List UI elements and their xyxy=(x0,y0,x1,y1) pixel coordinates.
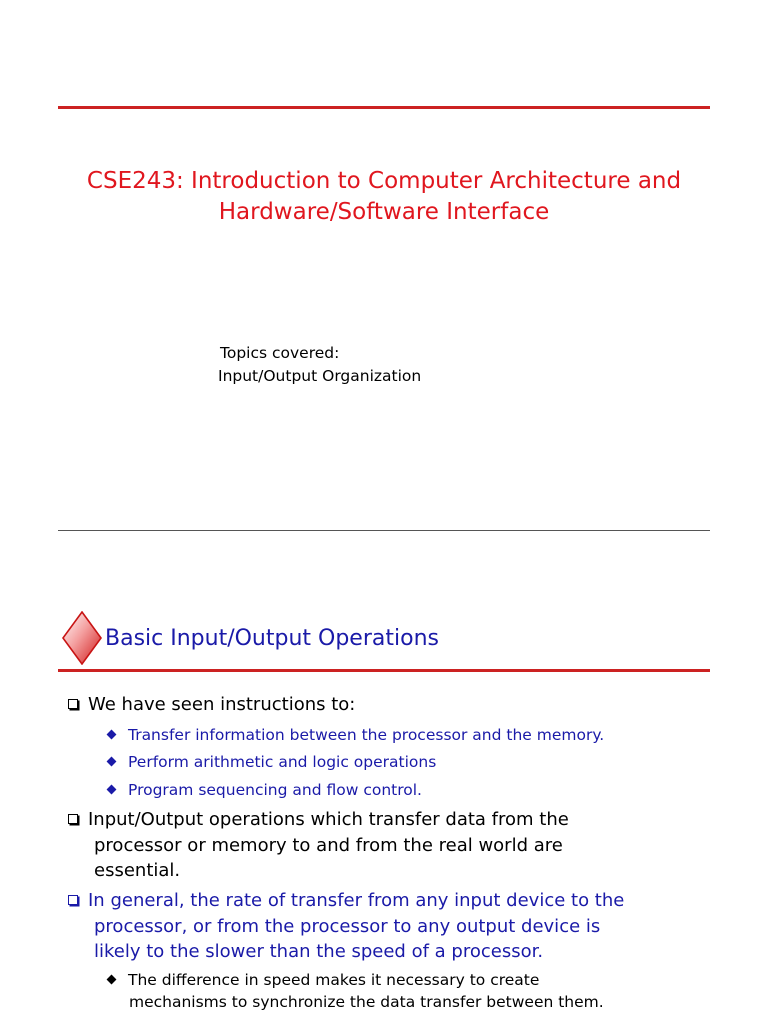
slide1-title-line2: Hardware/Software Interface xyxy=(218,199,550,225)
bullet-3-line-1: In general, the rate of transfer from any input device to the xyxy=(88,890,625,911)
bullet-3 xyxy=(68,888,624,965)
red-diamond-icon xyxy=(62,611,102,665)
square-bullet-icon xyxy=(68,699,78,709)
slide1-title-line1: CSE243: Introduction to Computer Architecture and xyxy=(86,168,682,194)
slide2-heading-rule xyxy=(58,669,710,672)
bullet-1-sub-2 xyxy=(106,751,436,773)
bullet-1-sub-3-text: Program sequencing and flow control. xyxy=(128,781,422,799)
bullet-1 xyxy=(68,692,355,718)
bullet-1-sub-1 xyxy=(106,724,604,746)
bullet-3-line-3: likely to the slower than the speed of a processor. xyxy=(94,941,544,962)
bullet-3-line-2: processor, or from the processor to any output device is xyxy=(94,915,601,937)
diamond-bullet-icon xyxy=(107,730,117,740)
diamond-bullet-icon xyxy=(107,975,117,985)
bullet-2 xyxy=(68,807,569,884)
bullet-1-sub-1-text: Transfer information between the processor and the memory. xyxy=(128,726,605,744)
bullet-2-line-1: Input/Output operations which transfer data from the xyxy=(88,809,569,830)
bullet-3-sub-1-line-2: mechanisms to synchronize the data transfer between them. xyxy=(129,993,604,1011)
bullet-2-line-3: essential. xyxy=(94,860,181,881)
topics-label: Topics covered: xyxy=(220,344,340,362)
bullet-3-sub-1-line-1: The difference in speed makes it necessary to create xyxy=(128,971,540,989)
slide1-topics xyxy=(220,342,421,388)
square-bullet-icon xyxy=(68,895,78,905)
diamond-bullet-icon xyxy=(107,757,117,767)
slide-separator xyxy=(58,530,710,531)
square-bullet-icon xyxy=(68,814,78,824)
bullet-1-sub-2-text: Perform arithmetic and logic operations xyxy=(128,753,437,771)
bullet-1-text: We have seen instructions to: xyxy=(88,694,356,715)
slide2-heading: Basic Input/Output Operations xyxy=(105,626,439,651)
bullet-1-sub-3 xyxy=(106,779,422,801)
topics-value: Input/Output Organization xyxy=(218,367,422,385)
bullet-2-line-2: processor or memory to and from the real world are xyxy=(94,834,563,856)
slide1-top-rule xyxy=(58,106,710,109)
bullet-3-sub-1 xyxy=(106,969,604,1013)
diamond-bullet-icon xyxy=(107,785,117,795)
slide1-title xyxy=(0,166,768,228)
